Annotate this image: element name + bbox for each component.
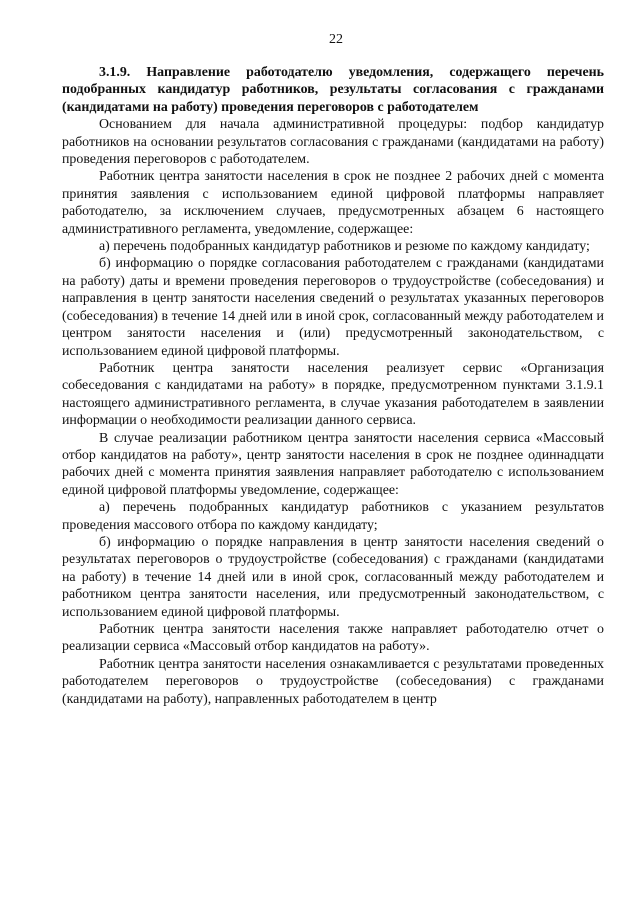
paragraph-basis: Основанием для начала административной процедуры: подбор кандидатур работников на основании результатов согласования с гражданами (кандидатами на работу) проведения переговоров с работодателем. [62,117,604,168]
paragraph-mass-selection: В случае реализации работником центра занятости населения сервиса «Массовый отбор кандидатов на работу», центр занятости населения в срок не позднее одиннадцати рабочих дней с момента принятия заявления направляет работодателю с использованием единой цифровой платформы уведомление, содержащее: [62,430,604,498]
paragraph-interview-service: Работник центра занятости населения реализует сервис «Организация собеседования с кандидатами на работу» в порядке, предусмотренном пунктами 3.1.9.1 настоящего административного регламента, в случае указания работодателем в заявлении информации о необходимости реализации данного сервиса. [62,360,604,429]
paragraph-results-review: Работник центра занятости населения ознакамливается с результатами проведенных работодателем переговоров о трудоустройстве (собеседования) с гражданами (кандидатами на работу), направленных работодателем в центр [62,656,604,707]
paragraph-mass-item-b: б) информацию о порядке направления в центр занятости населения сведений о результатах переговоров о трудоустройстве (собеседования) с гражданами (кандидатами на работу) в течение 14 дней или в иной срок, согласованный между работодателем и работником центра занятости населения, или предусмотренный законодательством, с использованием единой цифровой платформы. [62,534,604,620]
paragraph-mass-item-a: а) перечень подобранных кандидатур работников с указанием результатов проведения массового отбора по каждому кандидату; [62,500,604,533]
page-number: 22 [329,32,343,47]
paragraph-item-b: б) информацию о порядке согласования работодателем с гражданами (кандидатами на работу) даты и времени проведения переговоров о трудоустройстве (собеседования) и направления в центр занятости населения сведений о результатах указанных переговоров (собеседования) в течение 14 дней или в иной срок, согласованный между работодателем и центром занятости населения и (или) предусмотренный законодательством, с использованием единой цифровой платформы. [62,256,604,359]
section-heading: 3.1.9. Направление работодателю уведомления, содержащего перечень подобранных кандидатур работников, результаты согласования с гражданами (кандидатами на работу) проведения переговоров с работодателем [62,65,604,115]
paragraph-item-a: а) перечень подобранных кандидатур работников и резюме по каждому кандидату; [99,239,590,255]
paragraph-report: Работник центра занятости населения также направляет работодателю отчет о реализации сервиса «Массовый отбор кандидатов на работу». [62,622,604,655]
paragraph-notification-deadline: Работник центра занятости населения в срок не позднее 2 рабочих дней с момента принятия заявления с использованием единой цифровой платформы направляет работодателю, за исключением случаев, предусмотренных абзацем 6 настоящего административного регламента, уведомление, содержащее: [62,169,604,237]
document-body [62,116,604,708]
